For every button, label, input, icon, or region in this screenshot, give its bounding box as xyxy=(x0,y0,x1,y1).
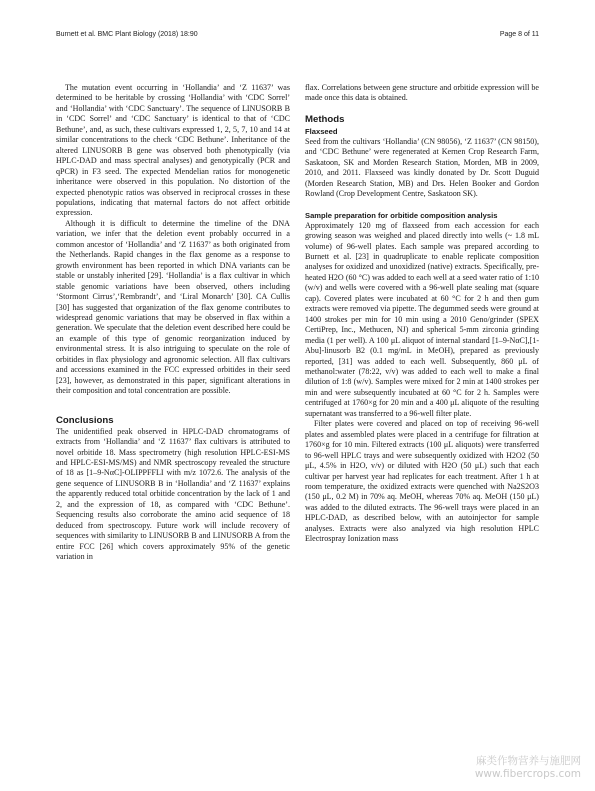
watermark-title: 麻类作物营养与施肥网 xyxy=(476,755,581,767)
paragraph-flaxseed: Seed from the cultivars ‘Hollandia’ (CN 98056), ‘Z 11637’ (CN 98150), and ‘CDC Bethune’ were regenerated at Kernen Crop Research Farm, Saskatoon, SK and Morden Research Station, Morden, MB in 2009, 2010, and 2011. Flaxseed was kindly donated by Dr. Scott Duguid (Morden Research Station, MB) and Drs. Helen Booker and Gordon Rowland (Crop Development Centre, Saskatoon SK). xyxy=(305,136,539,199)
watermark-url: www.fibercrops.com xyxy=(474,768,581,780)
paragraph-heritability: The mutation event occurring in ‘Hollandia’ and ‘Z 11637’ was determined to be heritable by crossing ‘Hollandia’ with ‘CDC Sorrel’ and ‘Hollandia’ with ‘CDC Sanctuary’. The sequence of LINUSORB B in ‘CDC Sorrel’ and ‘CDC Sanctuary’ is identical to that of ‘CDC Bethune’, and, as such, these cultivars expressed 1, 2, 5, 7, 10 and 14 at similar concentrations to the check ‘CDC Bethune’. Inheritance of the altered LINUSORB B gene was observed both phenotypically (via HPLC-DAD and mass spectral analyses) and genotypically (PCR and qPCR) in F3 seed. The expected Mendelian ratios for monogenetic inheritance were observed in this population. No distortion of the expected phenotypic ratios was observed in reciprocal crosses in these populations, indicating that maternal factors do not affect orbitide expression. xyxy=(56,83,290,218)
page-number: Page 8 of 11 xyxy=(499,31,539,38)
paragraph-conclusions: The unidentified peak observed in HPLC-DAD chromatograms of extracts from ‘Hollandia’ and ‘Z 11637’ flax cultivars is attributed to novel orbitide 18. Mass spectrometry (high resolution HPLC-ESI-MS and HPLC-ESI-MS/MS) and NMR spectroscopy revealed the structure of 18 as [1–9-NαC]-OLIPPFFLI with m/z 1072.6. The analysis of the gene sequence of LINUSORB B in ‘Hollandia’ and ‘Z 11637’ explains the apparently reduced total orbitide concentration by the lack of 1 and 2, and the expression of 18, as compared with ‘CDC Bethune’. Sequencing results also corroborate the amino acid sequence of 18 deduced from spectroscopy. Future work will include recovery of sequences with similarity to LINUSORB B and LINUSORB A from the entire FCC [26] which covers approximately 95% of the genetic variation in xyxy=(56,426,290,562)
journal-citation: Burnett et al. BMC Plant Biology (2018) 18:90 xyxy=(56,31,198,38)
right-column xyxy=(305,83,539,545)
watermark xyxy=(475,755,581,781)
paragraph-sample-prep-2: Filter plates were covered and placed on top of receiving 96-well plates and assembled plates were placed in a centrifuge for filtration at 1760×g for 10 min. Filtered extracts (100 μL aliquots) were transferred to 96-well HPLC trays and were subsequently oxidized with H2O2 (50 μL, 4.5% in H2O, v/v) or diluted with H2O (50 μL) such that each cultivar per harvest year had replicates for each treatment. After 1 h at room temperature, the oxidized extracts were quenched with Na2S2O3 (150 μL, 0.2 M) in 70% aq. MeOH, whereas 70% aq. MeOH (150 μL) was added to the diluted extracts. The 96-well trays were placed in an HPLC-DAD, as described below, with an autoinjector for sample analyses. Extracts were also analyzed via high resolution HPLC Electrospray Ionization mass xyxy=(305,419,539,544)
paragraph-continuation: flax. Correlations between gene structure and orbitide expression will be made once this data is obtained. xyxy=(305,83,539,103)
methods-heading: Methods xyxy=(305,113,345,125)
sample-prep-heading: Sample preparation for orbitide composition analysis xyxy=(305,210,498,220)
running-head xyxy=(56,31,539,38)
flaxseed-heading: Flaxseed xyxy=(305,126,338,136)
paragraph-dna-variation: Although it is difficult to determine the timeline of the DNA variation, we infer that the deletion event probably occurred in a common ancestor of ‘Hollandia’ and ‘Z 11637’ as both originated from the Netherlands. Rapid changes in the flax genome as a response to growth environment has been reported in which DNA variants can be stable or unstably inherited [29]. ‘Hollandia’ is a flax cultivar in which stable genomic variations have been observed, others including ‘Stormont Cirrus’,‘Rembrandt’, and ‘Liral Monarch’ [30]. CA Cullis [30] has suggested that organization of the flax genome contributes to widespread genomic variations that may be observed in flax within a generation. We speculate that the deletion event described here could be an example of this type of genomic reorganization induced by environmental stress. It is also intriguing to speculate on the role of orbitides in flax physiology and agronomic selection. All flax cultivars and accessions examined in the FCC expressed orbitides in their seed [23], however, as demonstrated in this paper, significant alterations in their composition and total concentration are possible. xyxy=(56,218,290,396)
left-column xyxy=(56,83,290,562)
conclusions-heading: Conclusions xyxy=(56,414,114,426)
paragraph-sample-prep-1: Approximately 120 mg of flaxseed from each accession for each growing season was weighed and placed directly into wells (~ 1.8 mL volume) of 96-well plates. Each sample was prepared according to Burnett et al. [23] in quadruplicate to enable replicate composition analyses for oxidized and unoxidized (native) extracts. Specifically, pre-heated H2O (60 °C) was added to each well at a seed water ratio of 1:10 (w/v) and wells were covered with a 96-well plate sealing mat (square cap). Covered plates were incubated at 60 °C for 2 h and then gum extracts were removed via pipette. The degummed seeds were ground at 1400 strokes per min for 10 min using a 2010 Geno/grinder (SPEX CertiPrep, Inc., Methucen, NJ) and spherical 5-mm zirconia grinding media (1 per well). A 100 μL aliquot of internal standard [1–9-NαC],[1-Abu]-linusorb B2 (0.1 mg/mL in MeOH), prepared as previously reported, [31] was added to each well. Subsequently, 860 μL of methanol:water (78:22, v/v) was added to each well to make a final dilution of 1:8 (w/v). Samples were mixed for 2 min at 1400 strokes per min and were subsequently incubated at 60 °C for 2 h. Samples were centrifuged at 1760×g for 20 min and a 400 μL aliquote of the resulting supernatant was transferred to a 96-well filter plate. xyxy=(305,220,539,418)
